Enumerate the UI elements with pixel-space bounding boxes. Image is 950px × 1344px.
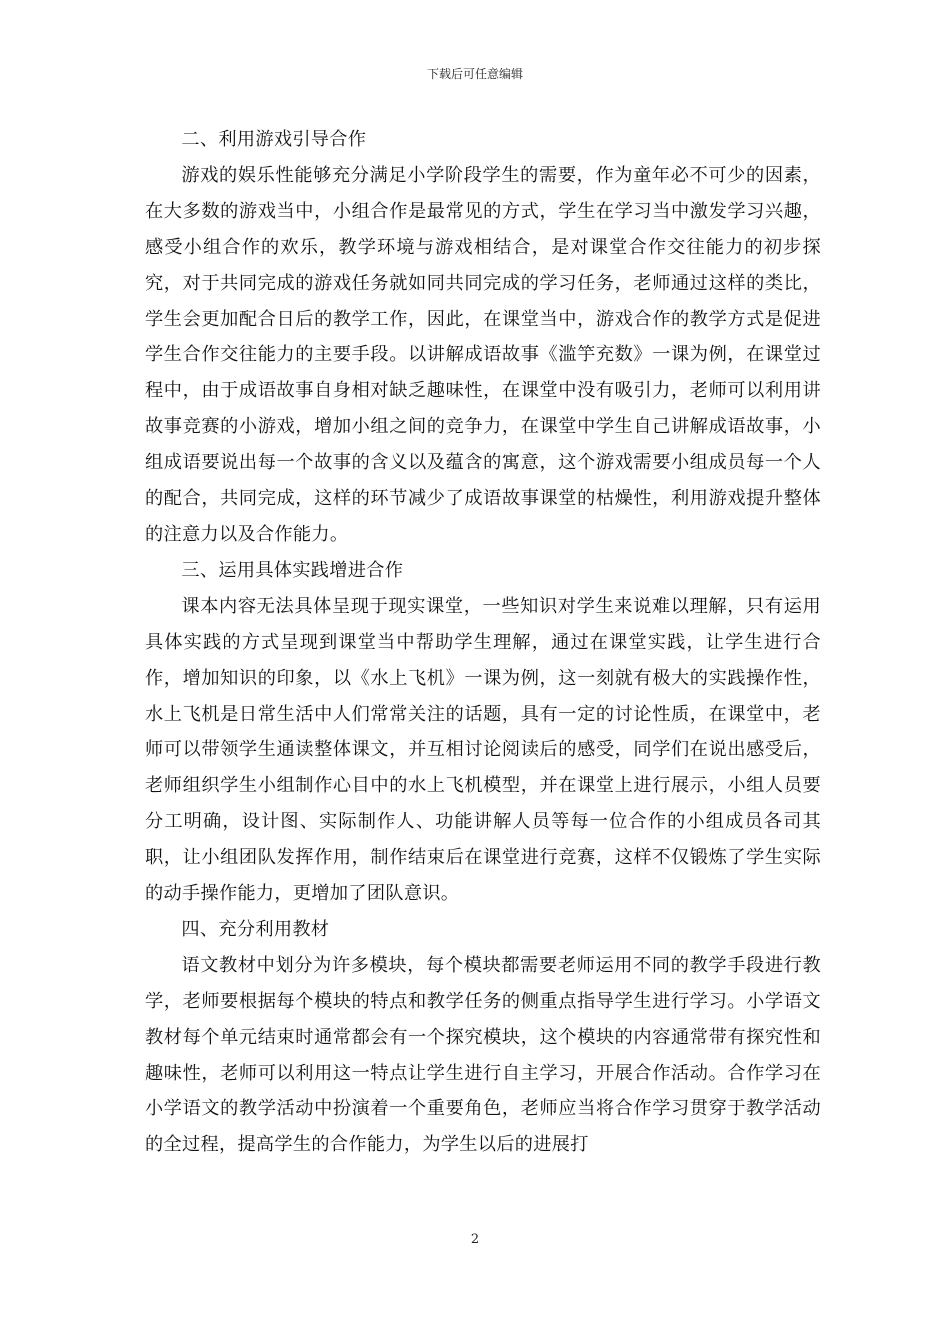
section-heading: 三、运用具体实践增进合作 — [181, 559, 404, 581]
body-paragraph: 游戏的娱乐性能够充分满足小学阶段学生的需要，作为童年必不可少的因素，在大多数的游戏当中，小组合作是最常见的方式，学生在学习当中激发学习兴趣，感受小组合作的欢乐，教学环境与游戏相结合，是对课堂合作交往能力的初步探究，对于共同完成的游戏任务就如同共同完成的学习任务，老师通过这样的类比，学生会更加配合日后的教学工作，因此，在课堂当中，游戏合作的教学方式是促进学生合作交往能力的主要手段。以讲解成语故事《滥竽充数》一课为例，在课堂过程中，由于成语故事自身相对缺乏趣味性，在课堂中没有吸引力，老师可以利用讲故事竞赛的小游戏，增加小组之间的竞争力，在课堂中学生自己讲解成语故事，小组成语要说出每一个故事的含义以及蕴含的寓意，这个游戏需要小组成员每一个人的配合，共同完成，这样的环节减少了成语故事课堂的枯燥性，利用游戏提升整体的注意力以及合作能力。 — [145, 164, 821, 545]
document-body — [145, 122, 821, 1163]
body-paragraph: 语文教材中划分为许多模块，每个模块都需要老师运用不同的教学手段进行教学，老师要根据每个模块的特点和教学任务的侧重点指导学生进行学习。小学语文教材每个单元结束时通常都会有一个探究模块，这个模块的内容通常带有探究性和趣味性，老师可以利用这一特点让学生进行自主学习，开展合作活动。合作学习在小学语文的教学活动中扮演着一个重要角色，老师应当将合作学习贯穿于教学活动的全过程，提高学生的合作能力，为学生以后的进展打 — [145, 954, 821, 1156]
body-paragraph: 课本内容无法具体呈现于现实课堂，一些知识对学生来说难以理解，只有运用具体实践的方式呈现到课堂当中帮助学生理解，通过在课堂实践，让学生进行合作，增加知识的印象，以《水上飞机》一课为例，这一刻就有极大的实践操作性，水上飞机是日常生活中人们常常关注的话题，具有一定的讨论性质，在课堂中，老师可以带领学生通读整体课文，并互相讨论阅读后的感受，同学们在说出感受后，老师组织学生小组制作心目中的水上飞机模型，并在课堂上进行展示，小组人员要分工明确，设计图、实际制作人、功能讲解人员等每一位合作的小组成员各司其职，让小组团队发挥作用，制作结束后在课堂进行竞赛，这样不仅锻炼了学生实际的动手操作能力，更增加了团队意识。 — [145, 595, 821, 905]
section-heading: 四、充分利用教材 — [181, 918, 330, 940]
section-heading: 二、利用游戏引导合作 — [181, 129, 367, 150]
page-header: 下载后可任意编辑 — [426, 67, 523, 81]
page-number: 2 — [470, 1232, 480, 1247]
